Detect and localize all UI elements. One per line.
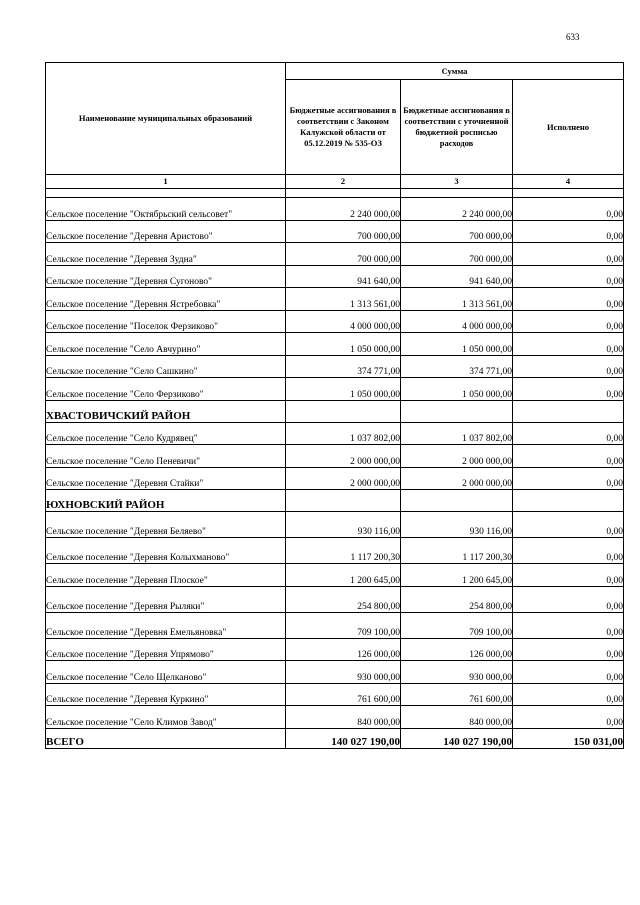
header-name-column: Наименование муниципальных образований [46,63,286,175]
budget-table [45,62,624,749]
row-name: Сельское поселение "Деревня Ястребовка" [46,288,286,311]
row-refined-amount: 1 050 000,00 [401,378,513,401]
row-refined-amount: 1 050 000,00 [401,333,513,356]
row-name: Сельское поселение "Деревня Беляево" [46,512,286,538]
header-col-number: 2 [286,175,401,189]
row-executed-amount: 0,00 [513,683,624,706]
row-executed-amount: 0,00 [513,220,624,243]
table-row [46,612,624,638]
table-row [46,243,624,266]
row-refined-amount: 700 000,00 [401,220,513,243]
row-refined-amount: 2 000 000,00 [401,467,513,490]
row-law-amount: 1 117 200,30 [286,538,401,564]
row-executed-amount: 0,00 [513,467,624,490]
row-name: Сельское поселение "Деревня Зудна" [46,243,286,266]
district-heading-row [46,400,624,422]
row-executed-amount: 0,00 [513,333,624,356]
row-law-amount: 2 240 000,00 [286,198,401,221]
row-executed-amount: 0,00 [513,586,624,612]
row-law-amount: 709 100,00 [286,612,401,638]
row-law-amount: 1 037 802,00 [286,422,401,445]
table-row [46,683,624,706]
header-executed: Исполнено [513,80,624,175]
table-row [46,706,624,729]
row-law-amount: 374 771,00 [286,355,401,378]
row-law-amount: 930 116,00 [286,512,401,538]
row-name: Сельское поселение "Село Климов Завод" [46,706,286,729]
row-law-amount: 254 800,00 [286,586,401,612]
row-executed-amount: 0,00 [513,378,624,401]
row-executed-amount: 0,00 [513,612,624,638]
header-col-number: 3 [401,175,513,189]
row-refined-amount: 2 000 000,00 [401,445,513,468]
row-name: Сельское поселение "Село Авчурино" [46,333,286,356]
table-row [46,638,624,661]
table-row [46,661,624,684]
total-executed-amount: 150 031,00 [513,728,624,748]
row-refined-amount: 700 000,00 [401,243,513,266]
row-refined-amount: 1 200 645,00 [401,564,513,587]
total-law-amount: 140 027 190,00 [286,728,401,748]
row-refined-amount: 1 313 561,00 [401,288,513,311]
row-law-amount: 4 000 000,00 [286,310,401,333]
row-executed-amount: 0,00 [513,661,624,684]
total-row [46,728,624,748]
row-refined-amount: 1 117 200,30 [401,538,513,564]
row-refined-amount: 126 000,00 [401,638,513,661]
row-law-amount: 700 000,00 [286,220,401,243]
row-name: Сельское поселение "Деревня Стайки" [46,467,286,490]
row-law-amount: 2 000 000,00 [286,467,401,490]
row-name: Сельское поселение "Село Ферзиково" [46,378,286,401]
row-refined-amount: 709 100,00 [401,612,513,638]
table-row [46,288,624,311]
table-row [46,378,624,401]
row-name: Сельское поселение "Деревня Упрямово" [46,638,286,661]
row-refined-amount: 840 000,00 [401,706,513,729]
total-refined-amount: 140 027 190,00 [401,728,513,748]
table-row [46,538,624,564]
row-name: Сельское поселение "Деревня Рыляки" [46,586,286,612]
row-law-amount: 1 050 000,00 [286,378,401,401]
row-refined-amount: 761 600,00 [401,683,513,706]
row-refined-amount: 941 640,00 [401,265,513,288]
table-header [46,63,624,189]
row-law-amount: 700 000,00 [286,243,401,266]
row-refined-amount: 254 800,00 [401,586,513,612]
table-row [46,198,624,221]
row-executed-amount: 0,00 [513,564,624,587]
row-law-amount: 1 200 645,00 [286,564,401,587]
row-refined-amount: 4 000 000,00 [401,310,513,333]
row-name: Сельское поселение "Село Пеневичи" [46,445,286,468]
total-label: ВСЕГО [46,728,286,748]
table-row [46,467,624,490]
row-name: Сельское поселение "Октябрьский сельсовет" [46,198,286,221]
row-law-amount: 840 000,00 [286,706,401,729]
row-refined-amount: 374 771,00 [401,355,513,378]
row-law-amount: 761 600,00 [286,683,401,706]
row-name: Сельское поселение "Деревня Плоское" [46,564,286,587]
row-name: Сельское поселение "Деревня Емельяновка" [46,612,286,638]
header-budget-refined: Бюджетные ассигнования в соответствии с уточненной бюджетной росписью расходов [401,80,513,175]
header-budget-law: Бюджетные ассигнования в соответствии с Законом Калужской области от 05.12.2019 № 535-ОЗ [286,80,401,175]
table-row [46,310,624,333]
row-refined-amount: 2 240 000,00 [401,198,513,221]
row-refined-amount: 1 037 802,00 [401,422,513,445]
row-name: Сельское поселение "Село Кудрявец" [46,422,286,445]
row-law-amount: 1 313 561,00 [286,288,401,311]
spacer-row [46,189,624,198]
table-row [46,265,624,288]
row-refined-amount: 930 116,00 [401,512,513,538]
district-title: ХВАСТОВИЧСКИЙ РАЙОН [46,400,286,422]
table-row [46,355,624,378]
row-name: Сельское поселение "Село Сашкино" [46,355,286,378]
row-executed-amount: 0,00 [513,198,624,221]
table-row [46,445,624,468]
row-executed-amount: 0,00 [513,706,624,729]
district-title: ЮХНОВСКИЙ РАЙОН [46,490,286,512]
table-row [46,586,624,612]
row-name: Сельское поселение "Деревня Сугоново" [46,265,286,288]
row-executed-amount: 0,00 [513,243,624,266]
row-law-amount: 941 640,00 [286,265,401,288]
row-name: Сельское поселение "Поселок Ферзиково" [46,310,286,333]
district-heading-row [46,490,624,512]
row-refined-amount: 930 000,00 [401,661,513,684]
row-executed-amount: 0,00 [513,310,624,333]
table-row [46,422,624,445]
row-executed-amount: 0,00 [513,512,624,538]
header-sum-group: Сумма [286,63,624,80]
header-col-number: 1 [46,175,286,189]
row-name: Сельское поселение "Деревня Колыхманово" [46,538,286,564]
table-row [46,512,624,538]
row-law-amount: 930 000,00 [286,661,401,684]
row-executed-amount: 0,00 [513,288,624,311]
page-number: 633 [566,32,580,42]
table-row [46,564,624,587]
table-row [46,220,624,243]
row-name: Сельское поселение "Деревня Куркино" [46,683,286,706]
row-executed-amount: 0,00 [513,538,624,564]
row-law-amount: 126 000,00 [286,638,401,661]
row-law-amount: 1 050 000,00 [286,333,401,356]
row-executed-amount: 0,00 [513,355,624,378]
row-executed-amount: 0,00 [513,445,624,468]
row-name: Сельское поселение "Село Щелканово" [46,661,286,684]
row-law-amount: 2 000 000,00 [286,445,401,468]
header-col-number: 4 [513,175,624,189]
row-executed-amount: 0,00 [513,265,624,288]
row-name: Сельское поселение "Деревня Аристово" [46,220,286,243]
row-executed-amount: 0,00 [513,638,624,661]
row-executed-amount: 0,00 [513,422,624,445]
table-row [46,333,624,356]
